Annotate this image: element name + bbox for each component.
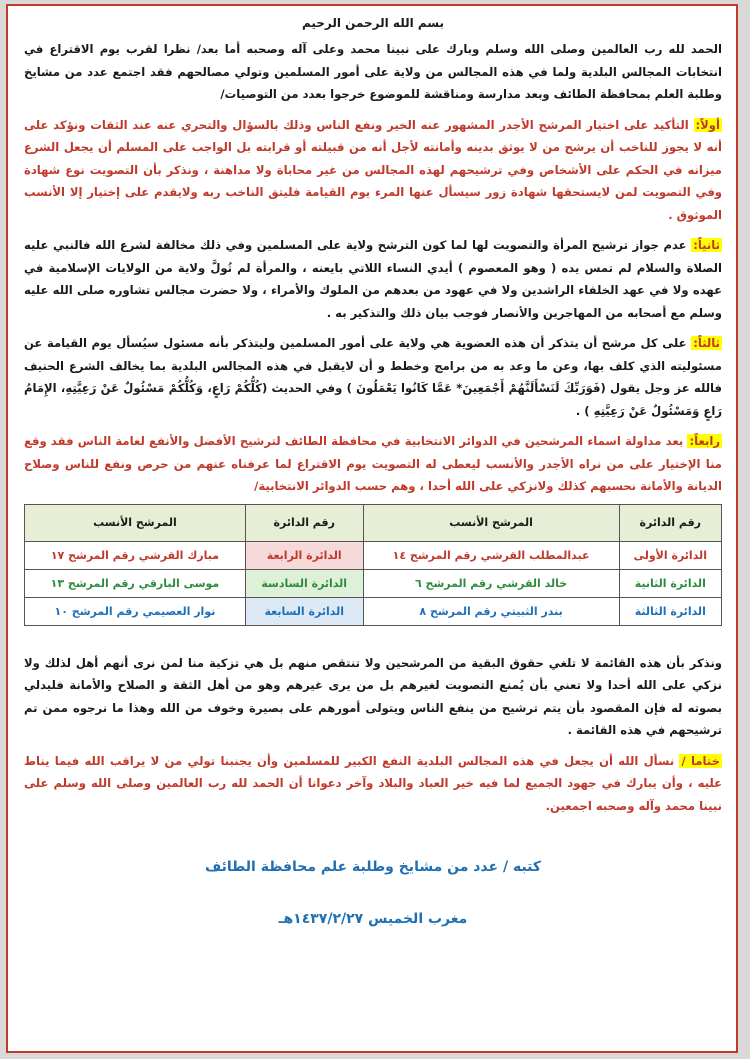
table-header-cell: المرشح الأنسب: [363, 504, 619, 541]
table-cell: عبدالمطلب القرشي رقم المرشح ١٤: [363, 541, 619, 569]
date-line: مغرب الخميس ١٤٣٧/٢/٢٧هـ: [278, 911, 468, 927]
point-1-label: أولاً:: [695, 117, 720, 132]
intro-paragraph: الحمد لله رب العالمين وصلى الله وسلم وبارك على نبينا محمد وعلى آله وصحبه أما بعد/ نظرا لقرب يوم الاقتراع في انتخابات المجالس البلدية ولما في هذه المجالس من ولاية على أمور المسلمين وتولي مصالحهم فقد اجتمع عدد من مشايخ وطلبة العلم بمحافظة الطائف وبعد مدارسة ومناقشة للموضوع خرجوا بعدد من التوصيات/: [24, 42, 722, 101]
table-header-cell: رقم الدائرة: [245, 504, 363, 541]
table-cell: موسى البارقي رقم المرشح ١٣: [25, 569, 246, 597]
closing-note: ونذكر بأن هذه القائمة لا تلغي حقوق البقية من المرشحين ولا تنتقص منهم بل هي تزكية منا لمن نرى أنهم أهل لذلك ولا نزكي على الله أحدا ولا تعني بأن يُمنع التصويت لغيرهم بل من يرى غيرهم وهو من أهل الثقة و الصلاح والأمانة فليدلي بصوته له فإن المقصود بأن يتم ترشيح من ينفع الناس ويتولى أمورهم على بصيرة وخوف من الله وهذا ما نرجوه ممن تم ترشيحهم في هذه القائمة .: [24, 655, 722, 737]
point-3: [24, 332, 722, 422]
point-4-label: رابعاً:: [689, 434, 721, 448]
table-header-cell: المرشح الأنسب: [25, 504, 246, 541]
final-text: نسأل الله أن يجعل في هذه المجالس البلدية النفع الكبير للمسلمين وأن يجنبنا تولي من لا يراقب الله فيما يناط عليه ، وأن يبارك في جهود الجميع لما فيه خير العباد والبلاد وآخر دعوانا أن الحمد لله رب العالمين وصلى الله وسلم على نبينا محمد وآله وصحبه اجمعين.: [24, 753, 722, 813]
table-header-row: [25, 504, 722, 541]
point-1: [24, 114, 722, 227]
point-1-text: التأكيد على اختيار المرشح الأجدر المشهور عنه الخير ونفع الناس وذلك بالسؤال والتحري عنه عند الثقات ونؤكد على أنه لا يجوز للناخب أن يرشح من لا يوثق بدينه وأمانته لأجل أنه من قبيلته أو قرابته بل الواجب على المسلم أن يجعل الشرع ميزانه في الحكم على الأشخاص وفي ترشيحهم لهذه المجالس من غير محاباة ولا مداهنة ، ونذكر بأن التصويت نوع شهادة وفي التصويت لمن لايستحقها شهادة زور سيسأل عنها المرء يوم القيامة فليتق الناخب ربه ولايقدم على إختيار إلا الأنسب الموثوق .: [24, 117, 722, 222]
table-cell: الدائرة السادسة: [245, 569, 363, 597]
table-cell: نوار العصيمي رقم المرشح ١٠: [25, 597, 246, 625]
table-header-cell: رقم الدائرة: [619, 504, 721, 541]
point-3-text: على كل مرشح أن يتذكر أن هذه العضوية هي ولاية على أمور المسلمين وليتذكر بأنه مسئول سيُسأل يوم القيامة عن مسئوليته الذي كلف بها، وعن ما وعد به من برامج وخطط و أن لايقبل في هذه المجالس البلدية بما يخالف الشرع الحنيف فالله عز وجل يقول (فَوَرَبِّكَ لَنَسْأَلَنَّهُمْ أَجْمَعِينَ* عَمَّا كَانُوا يَعْمَلُونَ ) وفي الحديث (كُلُّكُمْ رَاعٍ، وَكُلُّكُمْ مَسْئُولٌ عَنْ رَعِيَّتِهِ، الإِمَامُ رَاعٍ وَمَسْئُولٌ عَنْ رَعِيَّتِهِ ) .: [24, 336, 722, 418]
table-cell: الدائرة الثانية: [619, 569, 721, 597]
table-cell: الدائرة الرابعة: [245, 541, 363, 569]
basmala: بسم الله الرحمن الرحيم: [301, 16, 445, 30]
final-label: ختاما /: [681, 753, 720, 768]
table-cell: مبارك القرشي رقم المرشح ١٧: [25, 541, 246, 569]
point-4-text: بعد مداولة اسماء المرشحين في الدوائر الانتخابية في محافظة الطائف لترشيح الأفضل والأنفع لعامة الناس فقد وقع منا الإختيار على من نراه الأجدر والأنسب ليعطى له التصويت يوم الاقتراع لما عرفناه عنهم من حرص ونفع للناس وصلاح الديانة والأمانة نحسبهم كذلك ولانزكي على الله أحدا ، وهم حسب الدوائر الانتخابية/: [24, 434, 722, 493]
point-3-label: ثالثاً:: [693, 336, 720, 350]
table-row: [25, 541, 722, 569]
signature: كتبه / عدد من مشايخ وطلبة علم محافظة الطائف: [204, 859, 542, 875]
table-cell: خالد القرشي رقم المرشح ٦: [363, 569, 619, 597]
table-cell: الدائرة الأولى: [619, 541, 721, 569]
point-2: [24, 234, 722, 324]
table-row: [25, 569, 722, 597]
table-cell: الدائرة الثالثة: [619, 597, 721, 625]
point-4: [24, 430, 722, 498]
candidates-table: [24, 504, 722, 626]
point-2-label: ثانياً:: [693, 238, 720, 252]
point-2-text: عدم جواز ترشيح المرأة والتصويت لها لما كون الترشح ولاية على المسلمين وفي ذلك مخالفة لشرع الله فالنبي عليه الصلاة والسلام لم تمس يده ( وهو المعصوم ) أيدي النساء اللاتي بايعنه ، والمرأة لم تُولَّ ولاية من الولايات الإسلامية في عهده ولا في عهد الخلفاء الراشدين ولا في عهود من بعدهم من الملوك والأمراء ، ولا حضرت مجالس تشاوره صلى الله عليه وسلم مع أصحابه من المهاجرين والأنصار فوجب بيان ذلك والتذكير به .: [24, 238, 722, 320]
final-paragraph: [24, 750, 722, 818]
table-row: [25, 597, 722, 625]
document-page: [6, 4, 738, 1053]
table-cell: الدائرة السابعة: [245, 597, 363, 625]
table-cell: بندر الثبيتي رقم المرشح ٨: [363, 597, 619, 625]
